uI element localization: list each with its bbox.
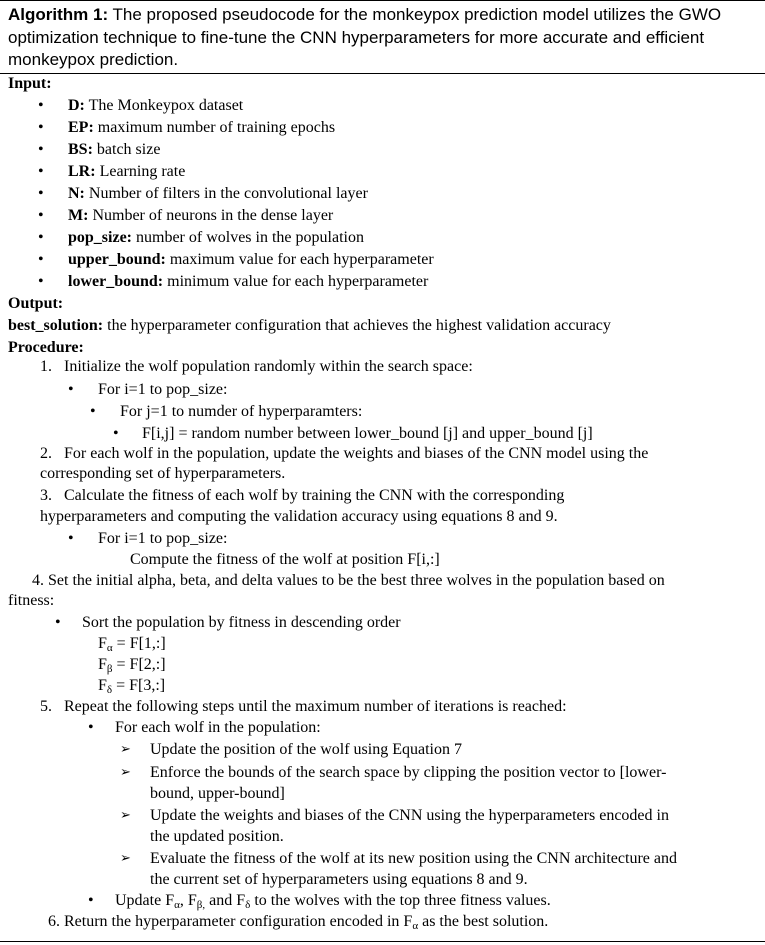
input-desc: maximum number of training epochs: [97, 119, 336, 136]
bullet-icon: •: [38, 185, 44, 202]
input-desc: The Monkeypox dataset: [88, 97, 244, 114]
bullet-icon: •: [38, 251, 44, 268]
input-item: [68, 249, 434, 271]
step-5: 5. Repeat the following steps until the maximum number of iterations is reached:: [40, 698, 567, 715]
bottom-rule: [0, 941, 765, 942]
step-5-substep: Enforce the bounds of the search space by clipping the position vector to [lower-: [150, 764, 667, 781]
output-heading: Output:: [8, 295, 64, 312]
step-4-line-1: 4. Set the initial alpha, beta, and delta values to be the best three wolves in the population based on: [32, 572, 665, 589]
bullet-icon: •: [38, 207, 44, 224]
algorithm-header: [0, 0, 765, 74]
input-desc: Learning rate: [99, 163, 186, 180]
delta-subscript: δ: [245, 899, 251, 911]
output-desc: the hyperparameter configuration that achieves the highest validation accuracy: [107, 317, 611, 334]
algorithm-caption-text: The proposed pseudocode for the monkeypox prediction model utilizes the GWO optimization technique to fine-tune the CNN hyperparameters for more accurate and efficient monkeypox prediction.: [8, 5, 722, 69]
input-item: [68, 227, 364, 249]
input-desc: batch size: [96, 141, 161, 158]
delta-subscript: δ: [106, 684, 113, 696]
step-5-update: Update $F_\alpha$, $F_{\beta,}$ and $F_\delta$ to the wolves with the top three fitness values.: [115, 892, 551, 911]
input-desc: maximum value for each hyperparameter: [169, 251, 434, 268]
step-3-loop: For i=1 to pop_size:: [98, 530, 228, 547]
arrow-bullet-icon: ➢: [120, 742, 131, 757]
beta-subscript: β: [106, 663, 113, 675]
step-4-sort: Sort the population by fitness in descending order: [82, 614, 401, 631]
beta-subscript: β,: [196, 899, 206, 911]
output-line: [8, 315, 611, 337]
step-5-loop: For each wolf in the population:: [115, 719, 321, 736]
input-item: [68, 271, 428, 293]
bullet-icon: •: [88, 892, 94, 909]
step-5-substep-cont: bound, upper-bound]: [150, 785, 285, 802]
input-item: [68, 183, 368, 205]
input-term: pop_size:: [68, 229, 132, 246]
input-item: [68, 161, 185, 183]
step-5-substep-cont: the updated position.: [150, 828, 284, 845]
input-heading: Input:: [8, 75, 52, 92]
input-term: BS:: [68, 141, 93, 158]
input-item: [68, 95, 243, 117]
bullet-icon: •: [38, 273, 44, 290]
bullet-icon: •: [90, 403, 96, 420]
bullet-icon: •: [38, 163, 44, 180]
step-5-substep: Update the weights and biases of the CNN using the hyperparameters encoded in: [150, 807, 669, 824]
input-item: [68, 117, 335, 139]
input-term: EP:: [68, 119, 94, 136]
bullet-icon: •: [38, 119, 44, 136]
input-term: LR:: [68, 163, 96, 180]
arrow-bullet-icon: ➢: [120, 851, 131, 866]
bullet-icon: •: [68, 530, 74, 547]
input-term: N:: [68, 185, 85, 202]
input-term: upper_bound:: [68, 251, 166, 268]
step-1-loop-j: For j=1 to numder of hyperparamters:: [120, 403, 363, 420]
input-term: lower_bound:: [68, 273, 164, 290]
input-desc: minimum value for each hyperparameter: [167, 273, 429, 290]
beta-value: = F[2,:]: [112, 656, 166, 673]
bullet-icon: •: [55, 614, 61, 631]
bullet-icon: •: [68, 381, 74, 398]
bullet-icon: •: [88, 719, 94, 736]
bullet-icon: •: [38, 97, 44, 114]
input-desc: Number of filters in the convolutional layer: [88, 185, 368, 202]
delta-value: = F[3,:]: [112, 677, 166, 694]
algorithm-caption: [8, 4, 760, 72]
step-3-compute: Compute the fitness of the wolf at position F[i,:]: [130, 551, 440, 568]
alpha-value: = F[1,:]: [112, 635, 166, 652]
step-5-substep-cont: the current set of hyperparameters using equations 8 and 9.: [150, 871, 528, 888]
alpha-subscript: α: [106, 642, 113, 654]
step-1: 1. Initialize the wolf population randomly within the search space:: [40, 358, 473, 375]
bullet-icon: •: [38, 141, 44, 158]
step-3-line-2: hyperparameters and computing the validation accuracy using equations 8 and 9.: [40, 508, 558, 525]
step-4-alpha: $F_\alpha$ = F[1,:]: [98, 635, 166, 654]
step-4-line-2: fitness:: [8, 592, 55, 609]
step-3-line-1: 3. Calculate the fitness of each wolf by training the CNN with the corresponding: [40, 487, 565, 504]
step-4-beta: $F_\beta$ = F[2,:]: [98, 656, 166, 675]
input-desc: Number of neurons in the dense layer: [92, 207, 334, 224]
step-4-delta: $F_\delta$ = F[3,:]: [98, 677, 166, 696]
step-5-substep: Evaluate the fitness of the wolf at its new position using the CNN architecture and: [150, 850, 677, 867]
arrow-bullet-icon: ➢: [120, 808, 131, 823]
step-5-substep: Update the position of the wolf using Equation 7: [150, 741, 462, 758]
step-2-line-2: corresponding set of hyperparameters.: [40, 465, 286, 482]
bullet-icon: •: [38, 229, 44, 246]
input-term: M:: [68, 207, 89, 224]
algorithm-label: Algorithm 1:: [8, 5, 109, 24]
step-2-line-1: 2. For each wolf in the population, update the weights and biases of the CNN model using the: [40, 445, 649, 462]
step-1-loop-i: For i=1 to pop_size:: [98, 381, 228, 398]
procedure-heading: Procedure:: [8, 339, 84, 356]
input-desc: number of wolves in the population: [136, 229, 364, 246]
bullet-icon: •: [113, 425, 119, 442]
input-item: [68, 205, 333, 227]
alpha-subscript: α: [174, 899, 180, 911]
step-1-assign: F[i,j] = random number between lower_bound [j] and upper_bound [j]: [142, 425, 593, 442]
input-item: [68, 139, 160, 161]
input-term: D:: [68, 97, 85, 114]
output-term: best_solution:: [8, 317, 104, 334]
arrow-bullet-icon: ➢: [120, 765, 131, 780]
step-6: 6. Return the hyperparameter configuration encoded in $F_\alpha$ as the best solution.: [48, 913, 549, 932]
alpha-subscript: α: [412, 920, 419, 932]
